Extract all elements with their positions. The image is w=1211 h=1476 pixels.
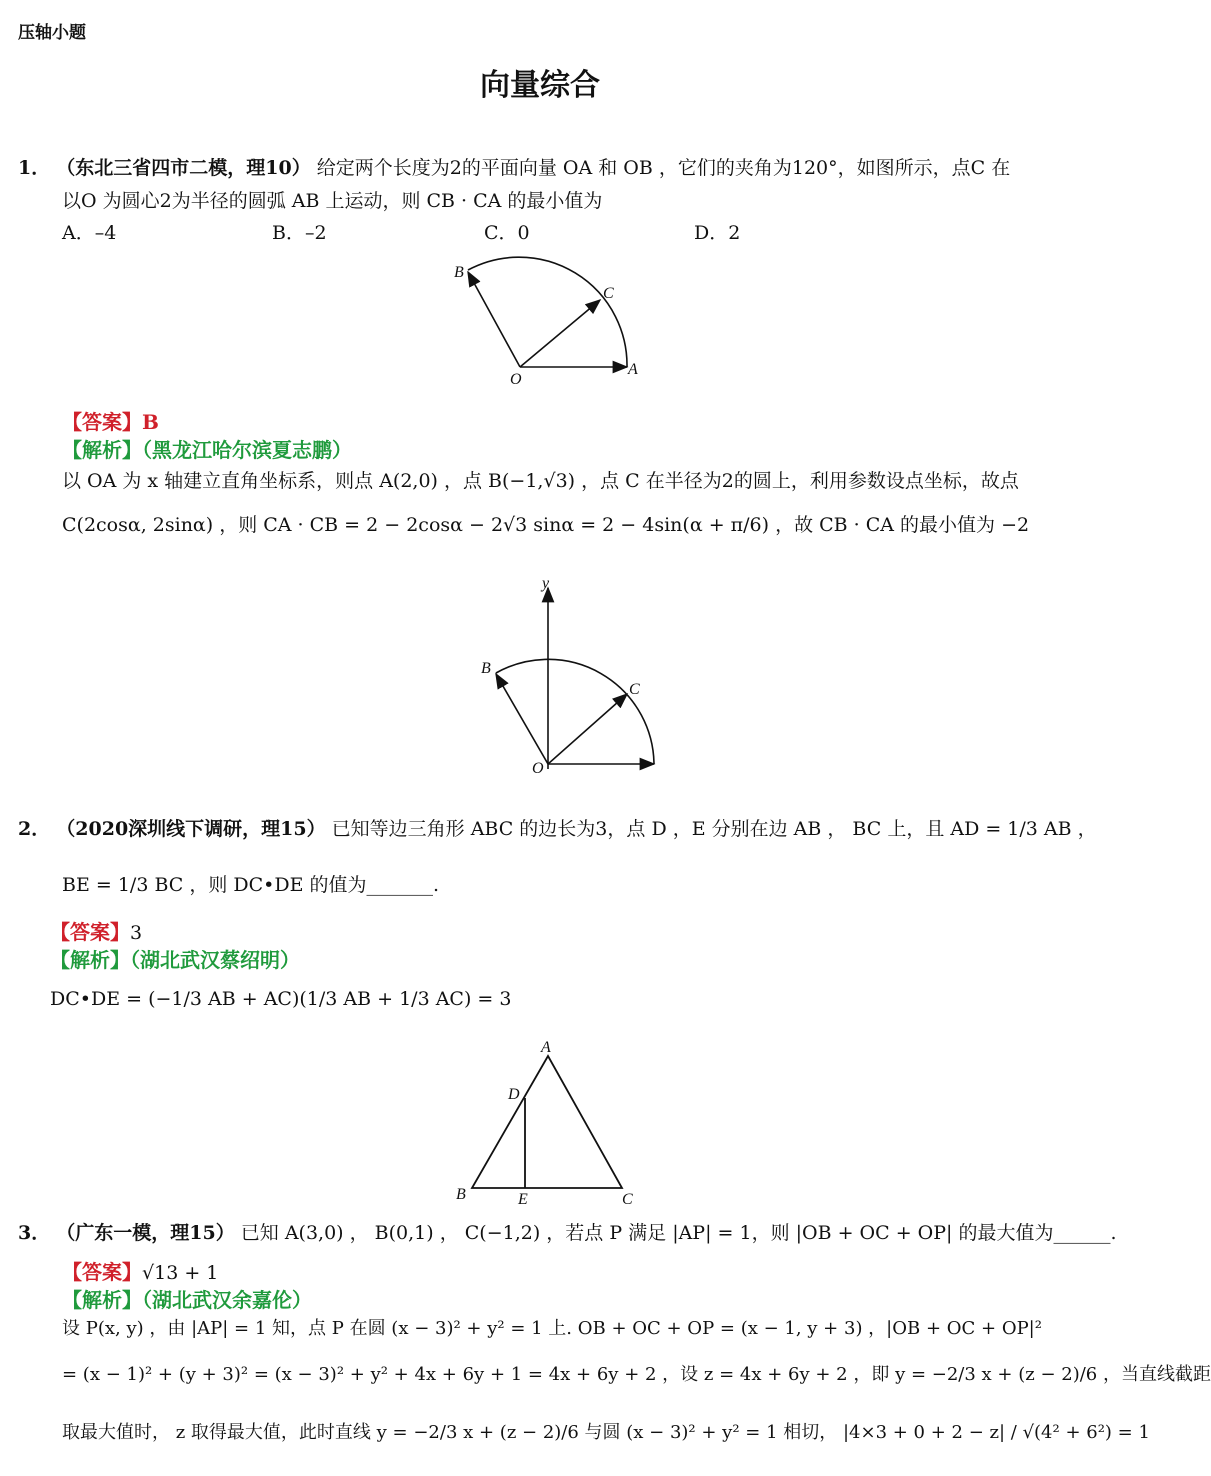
q1-solution-line-2: C(2cosα, 2sinα) ，则 CA · CB = 2 − 2cosα − 2√3 sinα = 2 − 4sin(α + π/6) ，故 CB · CA 的最小值为 −2	[62, 514, 1030, 536]
triangle-abc	[472, 1056, 622, 1188]
option-c: C．0	[484, 222, 530, 244]
vector-ob	[468, 272, 520, 367]
label-b: B	[481, 660, 491, 677]
label-c: C	[629, 681, 640, 698]
label-b: B	[456, 1186, 466, 1203]
q2-answer	[50, 916, 142, 946]
q2-solution-line-1: DC•DE = (−1/3 AB + AC)(1/3 AB + 1/3 AC) = 3	[50, 988, 512, 1010]
vector-oc	[520, 300, 600, 367]
option-d: D．2	[694, 222, 741, 244]
analysis-author: （湖北武汉蔡绍明）	[130, 948, 300, 972]
answer-value: B	[142, 410, 159, 434]
question-2-line-2: BE = 1/3 BC ，则 DC•DE 的值为_______.	[62, 874, 440, 896]
answer-tag: 【答案】	[62, 410, 142, 434]
question-3	[18, 1220, 1117, 1246]
analysis-author: （湖北武汉余嘉伦）	[142, 1288, 312, 1312]
q3-solution-line-3: 取最大值时， z 取得最大值，此时直线 y = −2/3 x + (z − 2)/6 与圆 (x − 3)² + y² = 1 相切， |4×3 + 0 + 2 − z| / √(4² + 6²) = 1	[62, 1422, 1150, 1443]
q2-triangle-figure	[450, 1036, 640, 1212]
question-text-line-1: 给定两个长度为2的平面向量 OA 和 OB ，它们的夹角为120°，如图所示，点C 在	[316, 157, 1011, 179]
answer-tag: 【答案】	[62, 1260, 142, 1284]
q3-solution-line-2: = (x − 1)² + (y + 3)² = (x − 3)² + y² + 4x + 6y + 1 = 4x + 6y + 2 ，设 z = 4x + 6y + 2 ，即 y = −2/3 x + (z − 2)/6 ，当直线截距	[62, 1364, 1211, 1385]
question-number: 2．	[18, 818, 51, 840]
label-c: C	[603, 285, 614, 302]
label-y: y	[542, 575, 550, 592]
question-number: 3．	[18, 1222, 51, 1244]
vector-ob	[496, 674, 548, 764]
question-source: （广东一模，理15）	[56, 1222, 235, 1244]
q1-solution-line-1: 以 OA 为 x 轴建立直角坐标系，则点 A(2,0) ，点 B(−1,√3) ，点 C 在半径为2的圆上，利用参数设点坐标，故点	[62, 470, 1019, 492]
label-d: D	[508, 1086, 520, 1103]
question-number: 1．	[18, 157, 51, 179]
option-b: B．–2	[272, 222, 327, 244]
section-header: 压轴小题	[18, 23, 86, 43]
answer-value: 3	[130, 922, 143, 944]
q3-answer	[62, 1256, 218, 1286]
question-text-line-1: 已知等边三角形 ABC 的边长为3，点 D ，E 分别在边 AB ， BC 上，且 AD = 1/3 AB ，	[331, 818, 1097, 840]
q1-analysis-header	[62, 434, 352, 463]
q2-analysis-header	[50, 944, 300, 973]
question-source: （东北三省四市二模，理10）	[56, 157, 311, 179]
label-a: A	[628, 361, 638, 378]
page-title: 向量综合	[480, 68, 600, 103]
q3-solution-line-1: 设 P(x, y) ，由 |AP| = 1 知，点 P 在圆 (x − 3)² + y² = 1 上. OB + OC + OP = (x − 1, y + 3) ，|OB + OC + OP|²	[62, 1318, 1042, 1339]
arc-ab	[468, 257, 627, 367]
question-1-line-2: 以O 为圆心2为半径的圆弧 AB 上运动，则 CB · CA 的最小值为	[62, 190, 603, 212]
question-source: （2020深圳线下调研，理15）	[56, 818, 326, 840]
option-a: A．–4	[62, 222, 117, 244]
label-b: B	[454, 264, 464, 281]
arc	[496, 659, 654, 764]
label-o: O	[510, 371, 522, 388]
q3-analysis-header	[62, 1284, 312, 1313]
q1-sector-figure	[440, 252, 660, 392]
answer-value: √13 + 1	[142, 1262, 219, 1284]
label-a: A	[541, 1039, 551, 1056]
analysis-tag: 【解析】	[62, 1288, 142, 1312]
question-1	[18, 155, 1010, 181]
analysis-tag: 【解析】	[62, 438, 142, 462]
question-2	[18, 816, 1097, 842]
label-c: C	[622, 1191, 633, 1208]
analysis-tag: 【解析】	[50, 948, 130, 972]
answer-tag: 【答案】	[50, 920, 130, 944]
q1-coordinate-figure	[470, 574, 670, 784]
question-text-line-1: 已知 A(3,0) ， B(0,1) ， C(−1,2) ，若点 P 满足 |AP| = 1，则 |OB + OC + OP| 的最大值为______.	[240, 1222, 1117, 1244]
label-o: O	[532, 760, 544, 777]
q1-answer	[62, 406, 159, 435]
label-e: E	[518, 1191, 528, 1208]
analysis-author: （黑龙江哈尔滨夏志鹏）	[142, 438, 352, 462]
vector-oc	[548, 694, 627, 764]
